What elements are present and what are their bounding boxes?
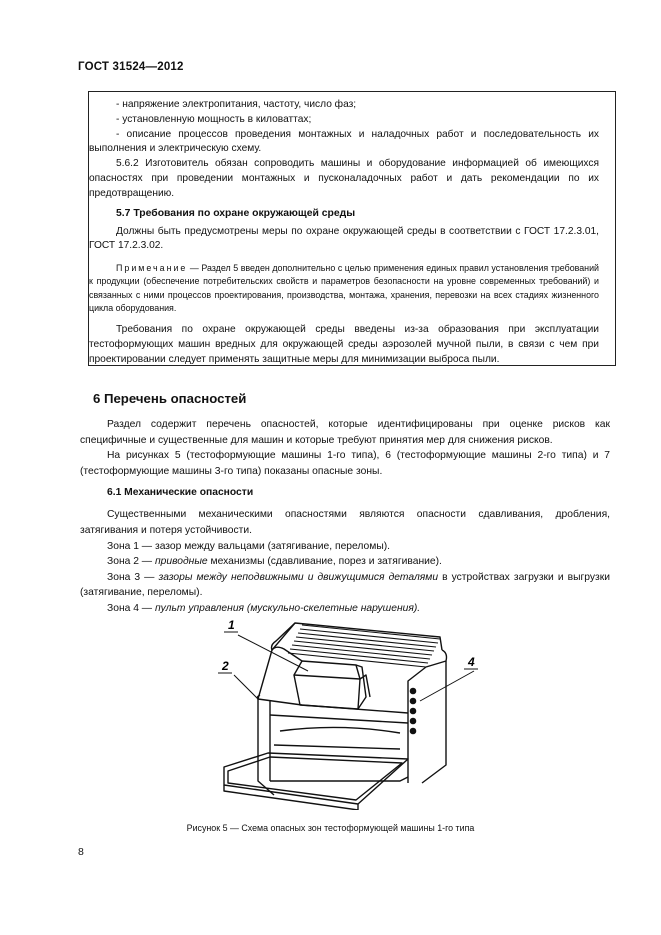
zone-emphasis: приводные bbox=[152, 556, 208, 568]
zone-emphasis: зазоры между неподвижными и движущимися деталями bbox=[154, 571, 439, 583]
note-label: Примечание bbox=[116, 263, 188, 274]
zone-text: зазор между вальцами (затягивание, переломы). bbox=[152, 540, 391, 552]
callout-2: 2 bbox=[222, 659, 229, 673]
zone-2-item bbox=[80, 554, 610, 570]
paragraph: Раздел содержит перечень опасностей, которые идентифицированы при оценке рисков как специфичные и существенные для машин и которые требуют принятия мер для снижения рисков. bbox=[80, 419, 610, 446]
amendment-box-content bbox=[89, 98, 599, 368]
section-heading-6: 6 Перечень опасностей bbox=[93, 391, 247, 406]
list-item: - описание процессов проведения монтажных и наладочных работ и последовательность их выполнения и электрическую схему. bbox=[89, 128, 599, 155]
document-header: ГОСТ 31524—2012 bbox=[78, 61, 184, 73]
zone-text: в устройствах загрузки и выгрузки (затягивание, переломы). bbox=[80, 571, 611, 599]
paragraph: Существенными механическими опасностями являются опасности сдавливания, дробления, затягивания и потеря устойчивости. bbox=[80, 509, 610, 536]
zone-emphasis: пульт управления (мускульно-скелетные нарушения). bbox=[152, 602, 421, 614]
zone-1-item bbox=[80, 539, 610, 555]
section-6-body bbox=[80, 417, 610, 617]
note-text: — Раздел 5 введен дополнительно с целью применения единых правил установления требований к продукции (обеспечение потребительских свойств и параметров безопасности на уровне современных требований) и связанных с ними процессов проектирования, производства, монтажа, хранения, перевозки на всех стадиях жизненного цикла оборудования. bbox=[89, 263, 599, 314]
subsection-heading-6-1: 6.1 Механические опасности bbox=[107, 487, 254, 499]
figure-5 bbox=[210, 605, 510, 815]
list-item: - установленную мощность в киловаттах; bbox=[116, 113, 312, 125]
paragraph-5-6-2: 5.6.2 Изготовитель обязан сопроводить машины и оборудование информацией об имеющихся опасностях при проведении монтажных и пусконаладочных работ и дать рекомендации по их предотвращению. bbox=[89, 158, 599, 199]
list-item: - напряжение электропитания, частоту, число фаз; bbox=[116, 99, 357, 110]
zone-label: Зона 2 — bbox=[107, 556, 153, 568]
callout-4: 4 bbox=[468, 655, 475, 669]
paragraph: На рисунках 5 (тестоформующие машины 1-го типа), 6 (тестоформующие машины 2-го типа) и 7 (тестоформующие машины 3-го типа) показаны опасные зоны. bbox=[80, 450, 610, 477]
dough-moulder-drawing bbox=[210, 605, 510, 810]
callout-1: 1 bbox=[228, 618, 235, 632]
amendment-box bbox=[88, 91, 616, 366]
figure-caption: Рисунок 5 — Схема опасных зон тестоформующей машины 1-го типа bbox=[186, 823, 475, 833]
zone-label: Зона 1 — bbox=[107, 540, 153, 552]
zone-label: Зона 4 — bbox=[107, 602, 153, 614]
paragraph-environment: Требования по охране окружающей среды введены из-за образования при эксплуатации тестоформующих машин вредных для окружающей среды аэрозолей мучной пыли, в связи с чем при проектировании следует применять защитные меры для минимизации выброса пыли. bbox=[89, 324, 599, 365]
page-number: 8 bbox=[78, 846, 84, 858]
zone-label: Зона 3 — bbox=[107, 571, 155, 583]
zone-text: механизмы (сдавливание, порез и затягивание). bbox=[207, 556, 442, 568]
subsection-heading-5-7: 5.7 Требования по охране окружающей среды bbox=[116, 207, 356, 219]
zone-3-item bbox=[80, 570, 610, 601]
note-paragraph bbox=[89, 262, 599, 315]
paragraph-5-7: Должны быть предусмотрены меры по охране окружающей среды в соответствии с ГОСТ 17.2.3.01, ГОСТ 17.2.3.02. bbox=[89, 225, 599, 252]
